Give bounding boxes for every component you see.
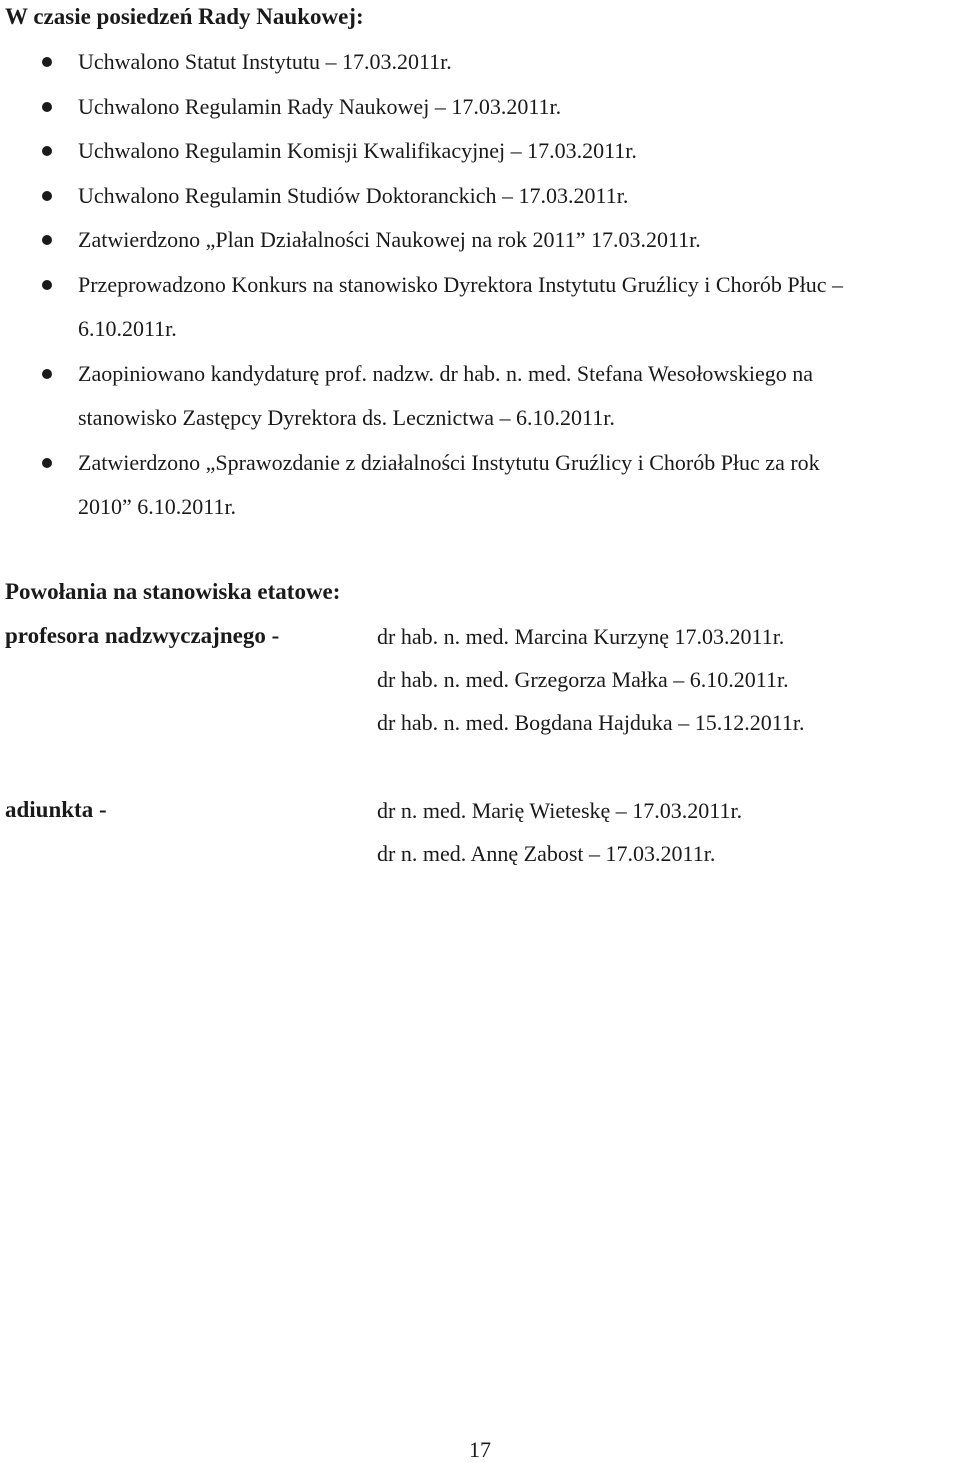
appointment-label-professor: profesora nadzwyczajnego - xyxy=(5,623,280,648)
list-item-text: Przeprowadzono Konkurs na stanowisko Dyrektora Instytutu Gruźlicy i Chorób Płuc – xyxy=(78,271,843,297)
bullet-icon xyxy=(42,235,52,245)
list-item xyxy=(0,174,960,219)
appointment-label-assistant: adiunkta - xyxy=(5,797,107,822)
list-item xyxy=(0,218,960,263)
bullet-icon xyxy=(42,191,52,201)
section-heading-council-meetings: W czasie posiedzeń Rady Naukowej: xyxy=(5,4,364,29)
bullet-icon xyxy=(42,146,52,156)
list-item-text-continued: 6.10.2011r. xyxy=(78,316,177,341)
page-number: 17 xyxy=(469,1437,491,1462)
list-item-text: Uchwalono Statut Instytutu – 17.03.2011r. xyxy=(78,49,452,74)
list-item xyxy=(0,40,960,85)
bullet-icon xyxy=(42,280,52,290)
list-item-text: Uchwalono Regulamin Komisji Kwalifikacyjnej – 17.03.2011r. xyxy=(78,138,637,163)
appointment-entry: dr n. med. Annę Zabost – 17.03.2011r. xyxy=(377,841,716,866)
bullet-icon xyxy=(42,369,52,379)
list-item xyxy=(0,129,960,174)
list-item-text: Uchwalono Regulamin Studiów Doktoranckich – 17.03.2011r. xyxy=(78,182,629,208)
bullet-icon xyxy=(42,102,52,112)
section-heading-appointments: Powołania na stanowiska etatowe: xyxy=(5,579,341,604)
list-item xyxy=(0,85,960,130)
list-item-text: Uchwalono Regulamin Rady Naukowej – 17.03.2011r. xyxy=(78,93,562,119)
appointment-entry: dr n. med. Marię Wieteskę – 17.03.2011r. xyxy=(377,798,743,823)
list-item xyxy=(0,441,960,530)
bullet-icon xyxy=(42,57,52,67)
list-item-text: Zatwierdzono „Sprawozdanie z działalności Instytutu Gruźlicy i Chorób Płuc za rok xyxy=(78,449,820,475)
list-item-text: Zatwierdzono „Plan Działalności Naukowej na rok 2011” 17.03.2011r. xyxy=(78,227,701,252)
list-item-text: Zaopiniowano kandydaturę prof. nadzw. dr hab. n. med. Stefana Wesołowskiego na xyxy=(78,360,814,386)
bullet-icon xyxy=(42,458,52,468)
list-item-text-continued: stanowisko Zastępcy Dyrektora ds. Lecznictwa – 6.10.2011r. xyxy=(78,405,615,430)
appointment-entry: dr hab. n. med. Grzegorza Małka – 6.10.2011r. xyxy=(377,667,789,692)
list-item xyxy=(0,263,960,352)
appointment-entry: dr hab. n. med. Marcina Kurzynę 17.03.2011r. xyxy=(377,624,785,649)
list-item-text-continued: 2010” 6.10.2011r. xyxy=(78,494,237,519)
resolutions-list xyxy=(0,40,960,530)
appointment-entry: dr hab. n. med. Bogdana Hajduka – 15.12.2011r. xyxy=(377,710,805,735)
list-item xyxy=(0,352,960,441)
